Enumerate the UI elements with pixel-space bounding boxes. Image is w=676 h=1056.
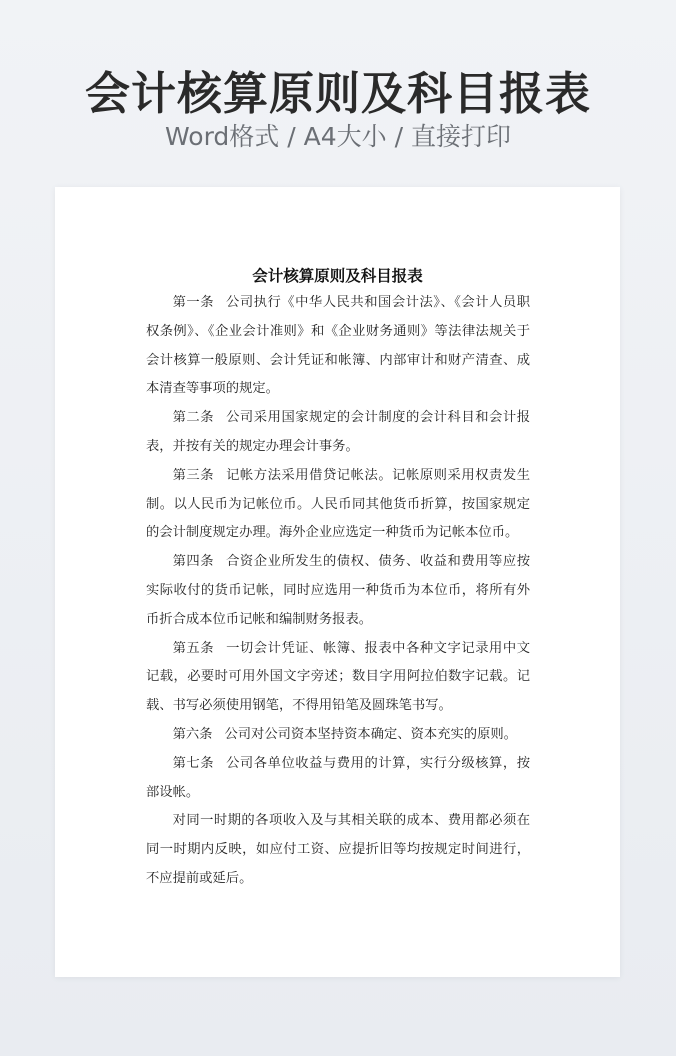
article-label: 第三条 (172, 467, 215, 483)
article-text: 公司各单位收益与费用的计算，实行分级核算，按部设帐。 (146, 755, 531, 800)
page-title: 会计核算原则及科目报表 (84, 67, 591, 120)
article-label: 第一条 (172, 295, 215, 310)
article-text: 公司执行《中华人民共和国会计法》、《会计人员职权条例》、《企业会计准则》和《企业财务通则》等法律法规关于会计核算一般原则、会计凭证和帐簿、内部审计和财产清查、成本清查等事项的规定。 (146, 295, 530, 397)
article-label: 第五条 (172, 640, 215, 656)
document-body (146, 289, 530, 894)
article-5 (146, 635, 530, 721)
article-6 (146, 721, 530, 750)
article-label: 第七条 (172, 755, 215, 771)
article-text: 记帐方法采用借贷记帐法。记帐原则采用权责发生制。以人民币为记帐位币。人民币同其他货币折算，按国家规定的会计制度规定办理。海外企业应选定一种货币为记帐本位币。 (146, 467, 531, 541)
article-text: 合资企业所发生的债权、债务、收益和费用等应按实际收付的货币记帐，同时应选用一种货币为本位币，将所有外币折合成本位币记帐和编制财务报表。 (146, 554, 531, 627)
article-text: 一切会计凭证、帐簿、报表中各种文字记录用中文记载，必要时可用外国文字旁述；数目字用阿拉伯数字记载。记载、书写必须使用钢笔，不得用铅笔及圆珠笔书写。 (146, 640, 531, 714)
closing-paragraph (146, 807, 530, 893)
article-label: 第二条 (172, 410, 215, 426)
paragraph-text: 对同一时期的各项收入及与其相关联的成本、费用都必须在同一时期内反映，如应付工资、应提折旧等均按规定时间进行，不应提前或延后。 (146, 813, 530, 886)
article-2 (146, 404, 530, 462)
article-1 (146, 289, 530, 404)
document-page (55, 187, 620, 977)
document-title: 会计核算原则及科目报表 (252, 267, 423, 285)
article-text: 公司采用国家规定的会计制度的会计科目和会计报表，并按有关的规定办理会计事务。 (146, 410, 531, 454)
article-4 (146, 548, 530, 634)
article-3 (146, 462, 530, 548)
article-label: 第六条 (172, 726, 213, 742)
article-7 (146, 750, 530, 808)
article-label: 第四条 (172, 554, 215, 570)
article-text: 公司对公司资本坚持资本确定、资本充实的原则。 (224, 726, 517, 742)
page-subtitle: Word格式 / A4大小 / 直接打印 (165, 122, 511, 151)
